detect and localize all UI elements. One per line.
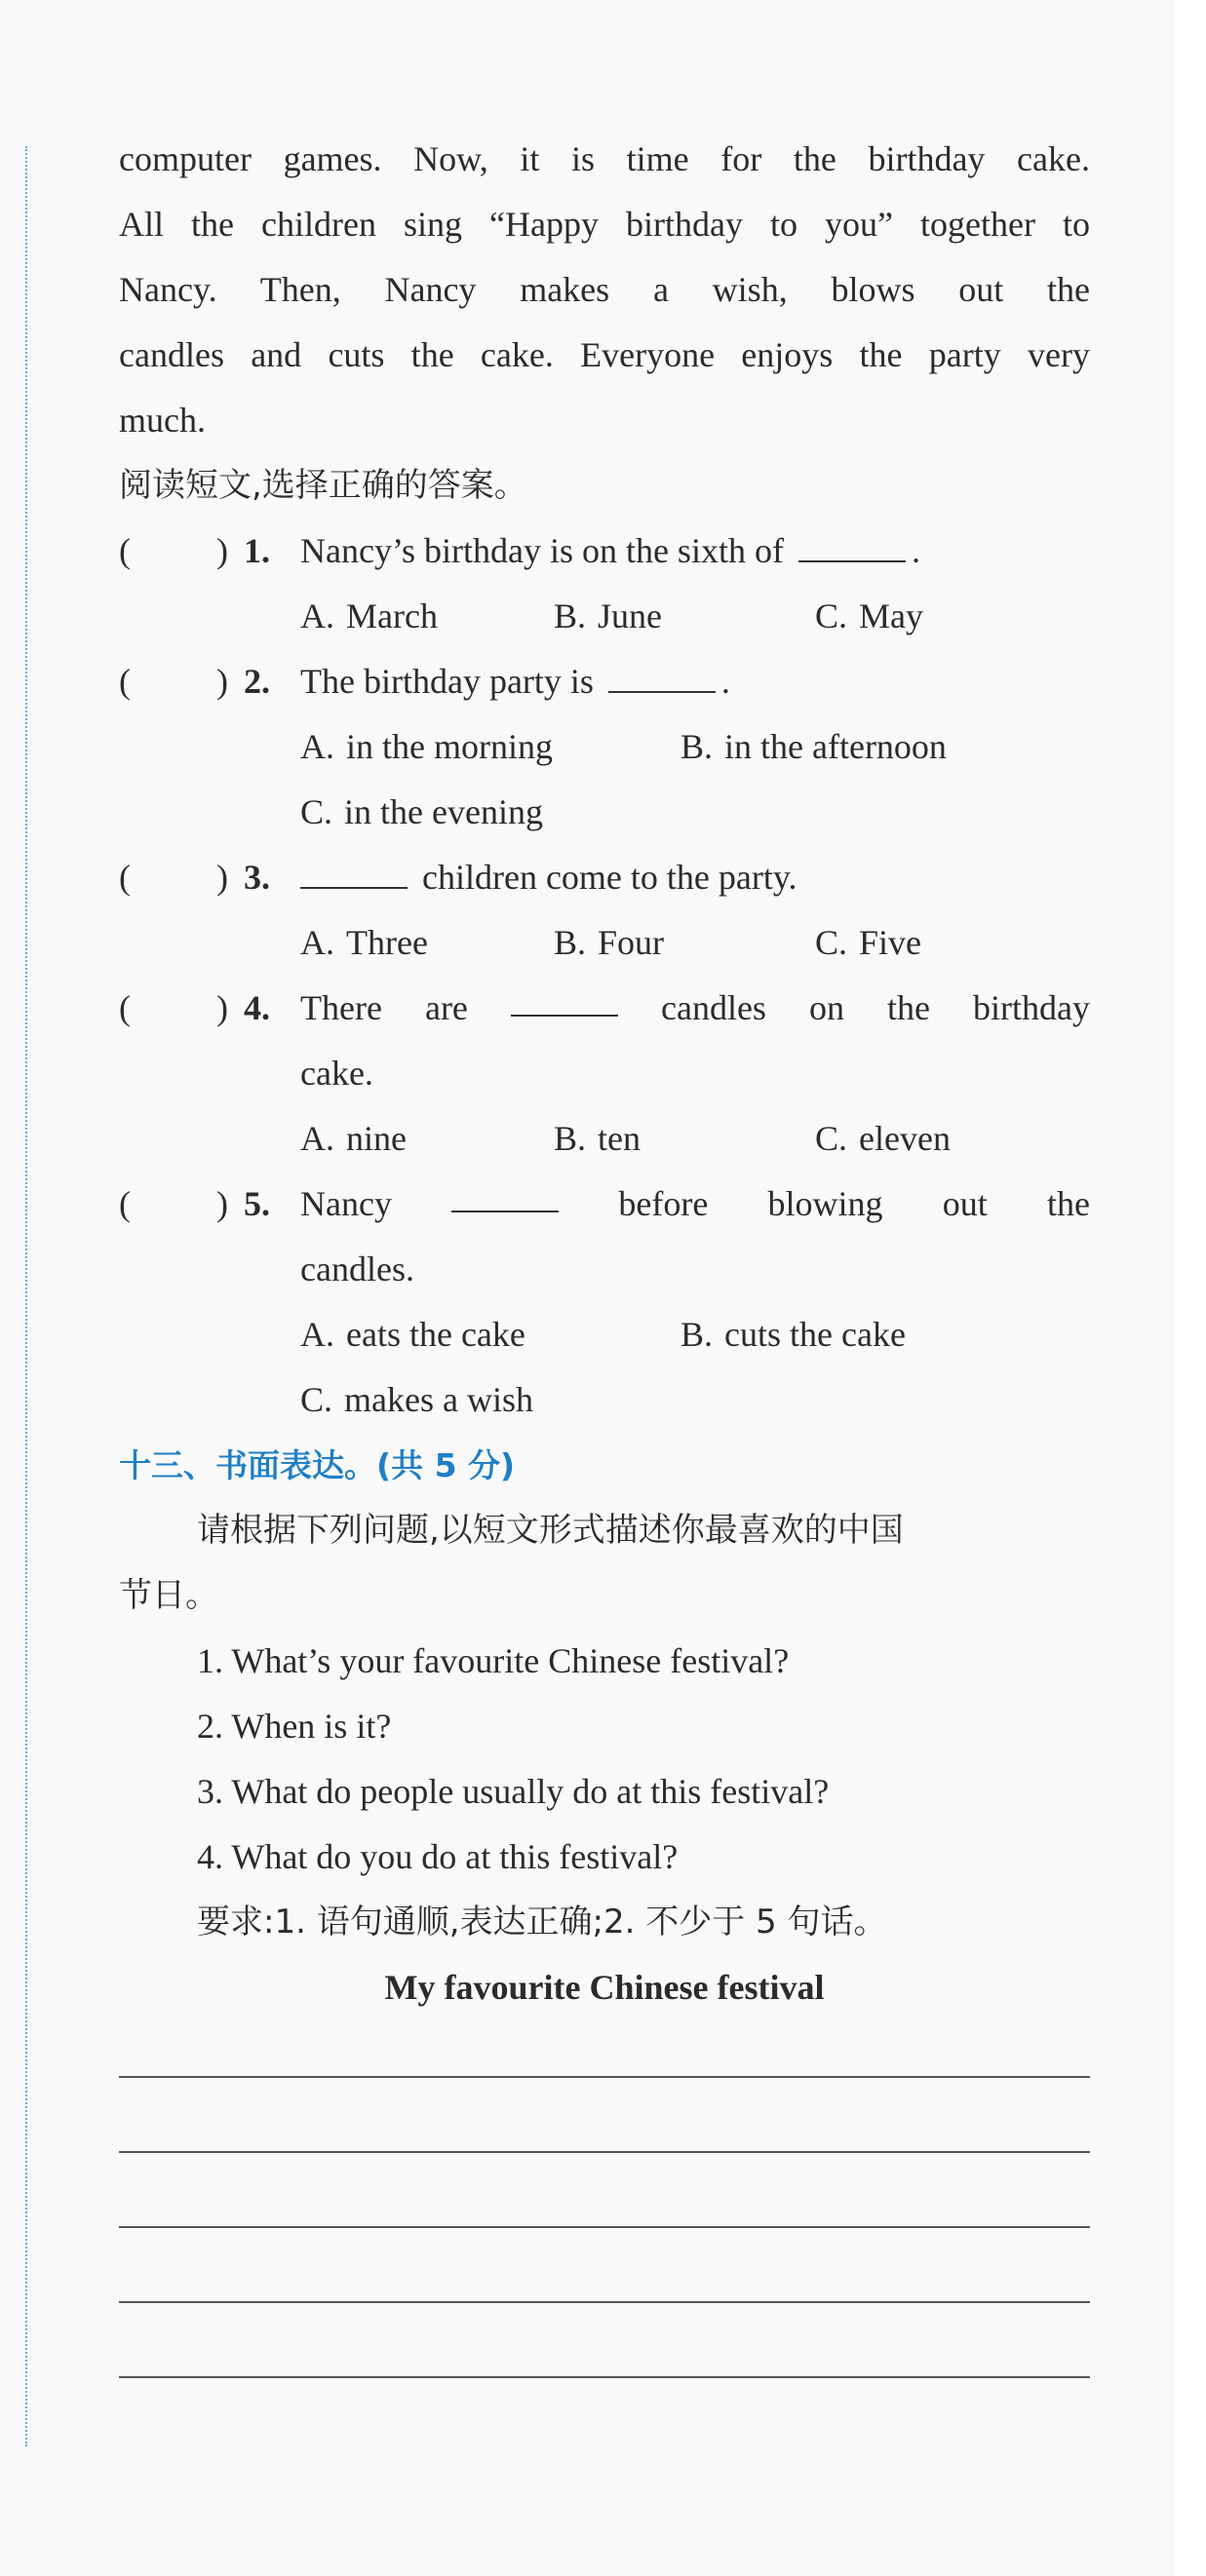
fill-blank[interactable] — [300, 848, 408, 889]
option-text: eats the cake — [346, 1315, 525, 1354]
question-number: 2. — [244, 662, 270, 701]
writing-line[interactable] — [119, 2376, 1090, 2378]
option-text: Five — [859, 923, 922, 962]
stem-word: the — [887, 988, 930, 1027]
option-key: C. — [300, 1380, 333, 1419]
stem-text: . — [911, 531, 920, 570]
answer-paren-open[interactable]: ( — [119, 988, 131, 1027]
option-c[interactable] — [815, 910, 921, 976]
option-text: May — [859, 596, 924, 635]
question-number: 3. — [244, 858, 270, 897]
question-5-stem-cont — [119, 1237, 1090, 1302]
writing-line[interactable] — [119, 2151, 1090, 2153]
option-a[interactable] — [300, 1302, 525, 1367]
option-key: A. — [300, 727, 334, 766]
question-2 — [119, 649, 1090, 714]
stem-word: out — [942, 1184, 988, 1223]
option-b[interactable] — [681, 1302, 906, 1367]
option-a[interactable] — [300, 1106, 407, 1172]
option-key: B. — [554, 1119, 587, 1158]
option-text: nine — [346, 1119, 407, 1158]
option-key: C. — [815, 1119, 848, 1158]
question-4-options — [119, 1106, 1090, 1172]
option-text: March — [346, 596, 438, 635]
question-5 — [119, 1172, 1090, 1237]
option-c[interactable] — [815, 1106, 951, 1172]
answer-paren-close: ) — [216, 662, 228, 701]
option-key: B. — [681, 1315, 714, 1354]
option-c[interactable] — [300, 1367, 533, 1433]
option-key: A. — [300, 596, 334, 635]
question-number: 5. — [244, 1184, 270, 1223]
option-b[interactable] — [554, 1106, 641, 1172]
option-text: June — [598, 596, 663, 635]
stem-word: There — [300, 988, 382, 1027]
task-line: 节日。 — [119, 1576, 218, 1615]
stem-text: candles. — [300, 1250, 414, 1288]
question-stem — [300, 976, 1090, 1041]
question-stem — [300, 1172, 1090, 1237]
stem-word: birthday — [973, 988, 1090, 1027]
option-a[interactable] — [300, 584, 438, 649]
passage-line: much. — [119, 401, 206, 440]
stem-word: Nancy — [300, 1184, 392, 1223]
passage-line: All the children sing “Happy birthday to you” together to — [119, 205, 1090, 244]
question-4 — [119, 976, 1090, 1041]
writing-task — [119, 1498, 1090, 1629]
answer-paren-open[interactable]: ( — [119, 531, 131, 570]
answer-paren-open[interactable]: ( — [119, 662, 131, 701]
option-text: in the morning — [346, 727, 553, 766]
option-key: C. — [300, 792, 333, 831]
question-1-options — [119, 584, 1090, 649]
question-number: 1. — [244, 531, 270, 570]
answer-paren-open[interactable]: ( — [119, 858, 131, 897]
stem-text: children come to the party. — [422, 858, 798, 897]
stem-word: candles — [660, 988, 766, 1027]
prompt-question: 4. What do you do at this festival? — [197, 1837, 679, 1876]
question-5-options-cont — [119, 1367, 1090, 1433]
question-1 — [119, 519, 1090, 584]
question-stem — [300, 845, 1090, 910]
answer-paren-open[interactable]: ( — [119, 1184, 131, 1223]
page-margin-strip — [1175, 0, 1206, 2576]
writing-line[interactable] — [119, 2076, 1090, 2078]
option-b[interactable] — [681, 714, 947, 780]
question-stem — [300, 649, 1090, 714]
question-2-options — [119, 714, 1090, 780]
passage-line: computer games. Now, it is time for the birthday cake. — [119, 139, 1090, 178]
question-3 — [119, 845, 1090, 910]
question-stem — [300, 519, 1090, 584]
fill-blank[interactable] — [511, 976, 618, 1017]
option-key: C. — [815, 923, 848, 962]
writing-requirement: 要求:1. 语句通顺,表达正确;2. 不少于 5 句话。 — [197, 1903, 887, 1942]
option-key: A. — [300, 1315, 334, 1354]
question-3-options — [119, 910, 1090, 976]
option-c[interactable] — [815, 584, 923, 649]
answer-paren-close: ) — [216, 1184, 228, 1223]
stem-text: Nancy’s birthday is on the sixth of — [300, 531, 784, 570]
stem-word: the — [1046, 1184, 1090, 1223]
question-4-stem-cont — [119, 1041, 1090, 1106]
prompt-question: 2. When is it? — [197, 1707, 392, 1746]
stem-word: before — [618, 1184, 709, 1223]
answer-paren-close: ) — [216, 858, 228, 897]
option-key: A. — [300, 923, 334, 962]
answer-paren-close: ) — [216, 531, 228, 570]
writing-line[interactable] — [119, 2301, 1090, 2303]
option-key: B. — [554, 596, 587, 635]
option-b[interactable] — [554, 584, 662, 649]
option-key: B. — [554, 923, 587, 962]
option-a[interactable] — [300, 714, 553, 780]
option-text: in the afternoon — [724, 727, 947, 766]
reading-instruction: 阅读短文,选择正确的答案。 — [119, 466, 527, 505]
stem-text: . — [720, 662, 730, 701]
question-2-options-cont — [119, 780, 1090, 845]
option-text: in the evening — [344, 792, 543, 831]
fill-blank[interactable] — [451, 1172, 559, 1212]
fill-blank[interactable] — [608, 652, 716, 693]
task-line: 请根据下列问题,以短文形式描述你最喜欢的中国 — [197, 1511, 904, 1550]
option-key: C. — [815, 596, 848, 635]
stem-text: The birthday party is — [300, 662, 594, 701]
reading-passage — [119, 127, 1090, 453]
option-text: makes a wish — [344, 1380, 533, 1419]
answer-paren-close: ) — [216, 988, 228, 1027]
fill-blank[interactable] — [798, 521, 906, 562]
option-b[interactable] — [554, 910, 664, 976]
stem-word: blowing — [767, 1184, 883, 1223]
option-text: Four — [598, 923, 665, 962]
question-5-options — [119, 1302, 1090, 1367]
stem-word: are — [424, 988, 468, 1027]
option-text: eleven — [859, 1119, 951, 1158]
binding-dotted-line — [25, 146, 27, 2446]
option-c[interactable] — [300, 780, 543, 845]
option-a[interactable] — [300, 910, 428, 976]
prompt-question: 1. What’s your favourite Chinese festival? — [197, 1641, 790, 1680]
essay-title: My favourite Chinese festival — [384, 1968, 825, 2007]
writing-line[interactable] — [119, 2226, 1090, 2228]
question-number: 4. — [244, 988, 270, 1027]
section-13-title: 十三、书面表达。(共 5 分) — [119, 1446, 516, 1484]
worksheet-content — [119, 127, 1090, 2020]
passage-line: Nancy. Then, Nancy makes a wish, blows out the — [119, 270, 1090, 309]
passage-line: candles and cuts the cake. Everyone enjoys the party very — [119, 335, 1090, 374]
option-key: A. — [300, 1119, 334, 1158]
prompt-question: 3. What do people usually do at this festival? — [197, 1772, 830, 1811]
option-text: ten — [598, 1119, 641, 1158]
option-text: cuts the cake — [724, 1315, 906, 1354]
option-key: B. — [681, 727, 714, 766]
option-text: Three — [346, 923, 428, 962]
stem-text: cake. — [300, 1054, 373, 1093]
stem-word: on — [808, 988, 844, 1027]
